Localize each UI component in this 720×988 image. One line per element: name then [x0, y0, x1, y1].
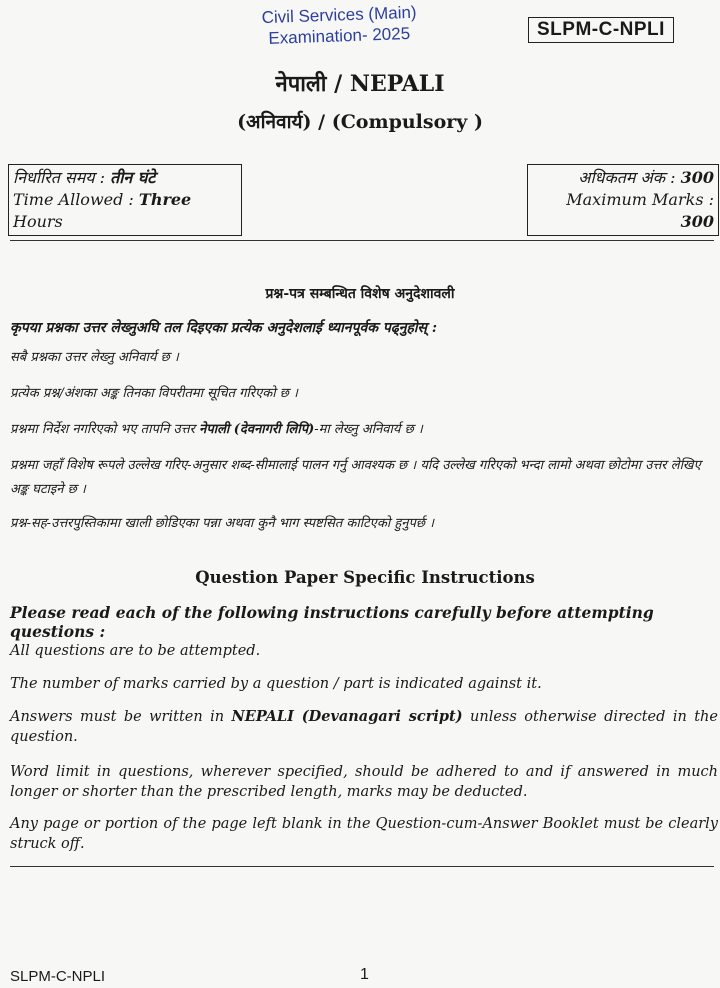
english-instructions-subheading: Please read each of the following instructions carefully before attempting questions : — [10, 603, 654, 641]
english-instruction-4: Word limit in questions, wherever specified, should be adhered to and if answered in much longer or shorter than the prescribed length, marks may be deducted. — [10, 764, 718, 800]
nepali-instruction-3: प्रश्नमा निर्देश नगरिएको भए तापनि उत्तर नेपाली (देवनागरी लिपि)-मा लेख्नु अनिवार्य छ । — [10, 422, 423, 437]
english-instructions-heading: Question Paper Specific Instructions — [195, 568, 535, 587]
nepali-instruction-2: प्रत्येक प्रश्न/अंशका अङ्क तिनका विपरीतमा सूचित गरिएको छ । — [10, 386, 298, 401]
exam-title-stamp — [261, 1, 442, 49]
time-allowed-box — [8, 164, 242, 236]
top-divider — [10, 240, 714, 241]
nepali-instructions-heading: प्रश्न-पत्र सम्बन्धित विशेष अनुदेशावली — [265, 286, 455, 302]
paper-code-box: SLPM-C-NPLI — [528, 17, 674, 43]
maximum-marks-nepali: अधिकतम अंक : 300 — [578, 168, 714, 187]
maximum-marks-box — [527, 164, 719, 236]
english-instruction-2: The number of marks carried by a question / part is indicated against it. — [10, 676, 542, 692]
nepali-instructions-subheading: कृपया प्रश्नका उत्तर लेख्नुअघि तल दिइएका प्रत्येक अनुदेशलाई ध्यानपूर्वक पढ्नुहोस् : — [10, 320, 438, 336]
english-instruction-5: Any page or portion of the page left blank in the Question-cum-Answer Booklet must be clearly struck off. — [10, 816, 718, 852]
subject-title: नेपाली / NEPALI — [275, 71, 445, 97]
time-allowed-english: Time Allowed : Three Hours — [13, 190, 192, 231]
compulsory-label: (अनिवार्य) / (Compulsory ) — [237, 111, 483, 133]
nepali-instruction-4: प्रश्नमा जहाँ विशेष रूपले उल्लेख गरिए-अनुसार शब्द-सीमालाई पालन गर्नु आवश्यक छ । यदि उल्लेख गरिएको भन्दा लामो अथवा छोटोमा उत्तर लेखिए अङ्क घटाइने छ । — [10, 458, 701, 497]
bottom-divider — [10, 866, 714, 867]
english-instruction-3: Answers must be written in NEPALI (Devanagari script) unless otherwise directed in the question. — [10, 708, 718, 745]
maximum-marks-english: Maximum Marks : 300 — [566, 190, 714, 231]
english-instruction-1: All questions are to be attempted. — [10, 643, 261, 659]
nepali-instruction-1: सबै प्रश्नका उत्तर लेख्नु अनिवार्य छ । — [10, 350, 179, 365]
nepali-instruction-5: प्रश्न-सह-उत्तरपुस्तिकामा खाली छोडिएका पन्ना अथवा कुनै भाग स्पष्टसित काटिएको हुनुपर्छ । — [10, 516, 435, 531]
exam-title-line2: Examination- 2025 — [268, 23, 411, 48]
time-allowed-nepali: निर्धारित समय : तीन घंटे — [13, 168, 156, 187]
footer-paper-code: SLPM-C-NPLI — [10, 968, 106, 985]
exam-title-line1: Civil Services (Main) — [261, 2, 417, 28]
page-number: 1 — [360, 966, 369, 983]
